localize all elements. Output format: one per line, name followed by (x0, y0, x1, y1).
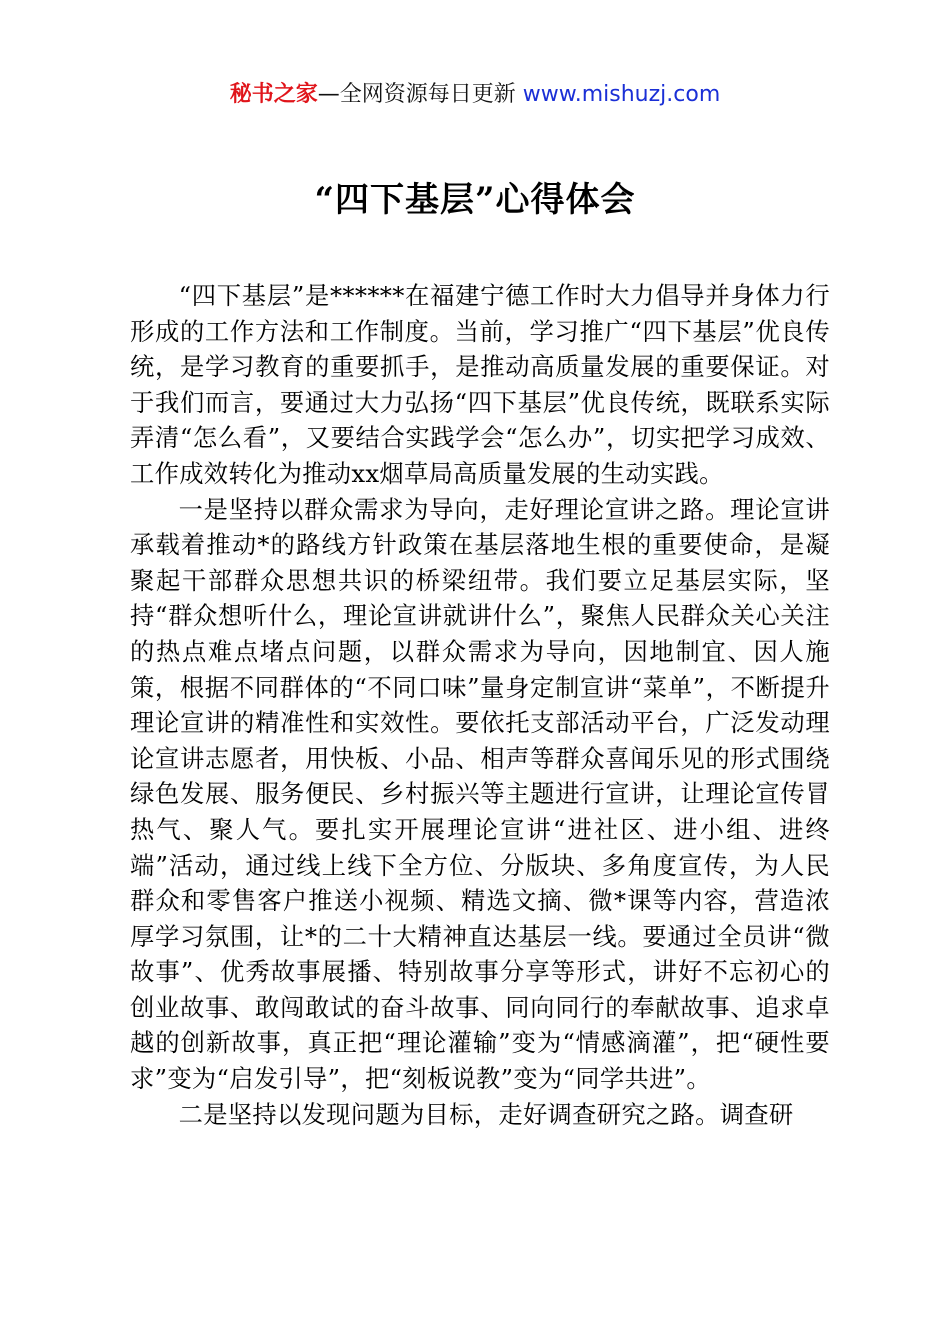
site-brand: 秘书之家 (229, 82, 318, 107)
site-slogan: —全网资源每日更新 (317, 82, 523, 107)
paragraph-point-one: 一是坚持以群众需求为导向，走好理论宣讲之路。理论宣讲承载着推动*的路线方针政策在基层落地生根的重要使命，是凝聚起干部群众思想共识的桥梁纽带。我们要立足基层实际，坚持“群众想听什么，理论宣讲就讲什么”，聚焦人民群众关心关注的热点难点堵点问题，以群众需求为导向，因地制宜、因人施策，根据不同群体的“不同口味”量身定制宣讲“菜单”，不断提升理论宣讲的精准性和实效性。要依托支部活动平台，广泛发动理论宣讲志愿者，用快板、小品、相声等群众喜闻乐见的形式围绕绿色发展、服务便民、乡村振兴等主题进行宣讲，让理论宣传冒热气、聚人气。要扎实开展理论宣讲“进社区、进小组、进终端”活动，通过线上线下全方位、分版块、多角度宣传，为人民群众和零售客户推送小视频、精选文摘、微*课等内容，营造浓厚学习氛围，让*的二十大精神直达基层一线。要通过全员讲“微故事”、优秀故事展播、特别故事分享等形式，讲好不忘初心的创业故事、敢闯敢试的奋斗故事、同向同行的奉献故事、追求卓越的创新故事，真正把“理论灌输”变为“情感滴灌”，把“硬性要求”变为“启发引导”，把“刻板说教”变为“同学共进”。 (130, 494, 830, 1094)
site-url-link[interactable]: www.mishuzj.com (522, 82, 721, 107)
document-body (130, 278, 830, 1132)
paragraph-intro: “四下基层”是******在福建宁德工作时大力倡导并身体力行形成的工作方法和工作制度。当前，学习推广“四下基层”优良传统，是学习教育的重要抓手，是推动高质量发展的重要保证。对于我们而言，要通过大力弘扬“四下基层”优良传统，既联系实际弄清“怎么看”，又要结合实践学会“怎么办”，切实把学习成效、工作成效转化为推动xx烟草局高质量发展的生动实践。 (130, 281, 830, 488)
document-title: “四下基层”心得体会 (314, 180, 636, 220)
paragraph-point-two: 二是坚持以发现问题为目标，走好调查研究之路。调查研 (178, 1099, 794, 1129)
site-header (0, 78, 950, 112)
